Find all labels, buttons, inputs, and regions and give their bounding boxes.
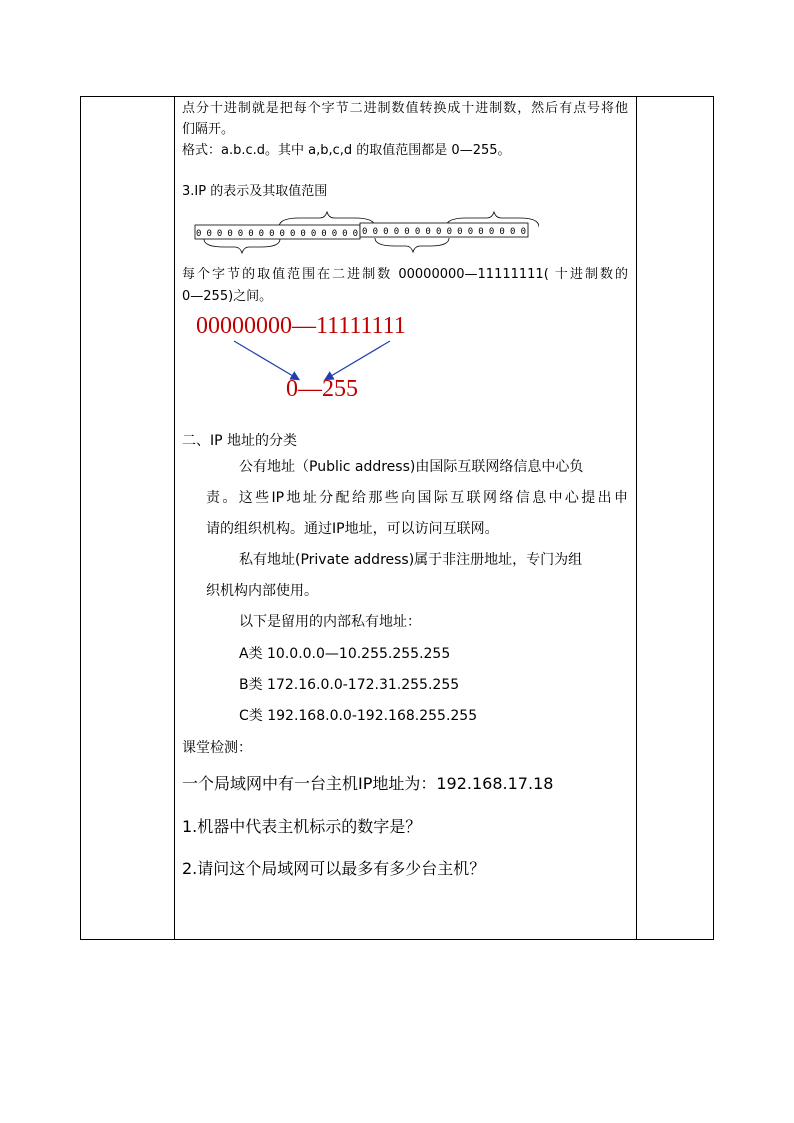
lesson-table [80,96,714,940]
public-line-3: 请的组织机构。通过IP地址，可以访问互联网。 [206,521,499,537]
table-divider-right [636,97,637,939]
private-line-1: 私有地址(Private address)属于非注册地址，专门为组 [239,552,583,568]
quiz-stem: 一个局域网中有一台主机IP地址为：192.168.17.18 [182,774,554,793]
table-divider-left [174,97,175,939]
quiz-title: 课堂检测： [182,740,252,756]
range-line-1: 每个字节的取值范围在二进制数 00000000—11111111( 十进制数的 [182,267,628,282]
reserved-title: 以下是留用的内部私有地址： [239,614,421,630]
section3-title: 3.IP 的表示及其取值范围 [182,184,328,199]
intro-line-1: 点分十进制就是把每个字节二进制数值转换成十进制数，然后有点号将他 [182,101,628,116]
bit-strip [195,223,528,239]
format-line: 格式：a.b.c.d。其中 a,b,c,d 的取值范围都是 0—255。 [182,143,511,158]
range-line-2: 0—255)之间。 [182,289,273,304]
class-c: C类 192.168.0.0-192.168.255.255 [239,708,478,724]
public-line-2: 责。这些IP地址分配给那些向国际互联网络信息中心提出申 [206,490,628,506]
section-two-title: 二、IP 地址的分类 [182,433,298,449]
binary-range: 00000000—11111111 [196,313,406,339]
decimal-range: 0—255 [286,376,358,402]
braces-bottom [204,238,449,253]
class-a: A类 10.0.0.0—10.255.255.255 [239,646,451,662]
quiz-q1: 1.机器中代表主机标示的数字是？ [182,817,422,836]
bits-a: 0000000000000000 [196,229,358,239]
bits-b: 0000000000000000 [362,227,526,237]
intro-line-2: 们隔开。 [182,122,235,137]
quiz-q2: 2.请问这个局域网可以最多有多少台主机？ [182,859,486,878]
arrow-left [234,341,298,379]
arrow-right [326,341,390,379]
private-line-2: 织机构内部使用。 [206,583,318,599]
class-b: B类 172.16.0.0-172.31.255.255 [239,677,460,693]
bit-diagram [194,209,539,255]
public-line-1: 公有地址（Public address)由国际互联网络信息中心负 [239,459,584,475]
